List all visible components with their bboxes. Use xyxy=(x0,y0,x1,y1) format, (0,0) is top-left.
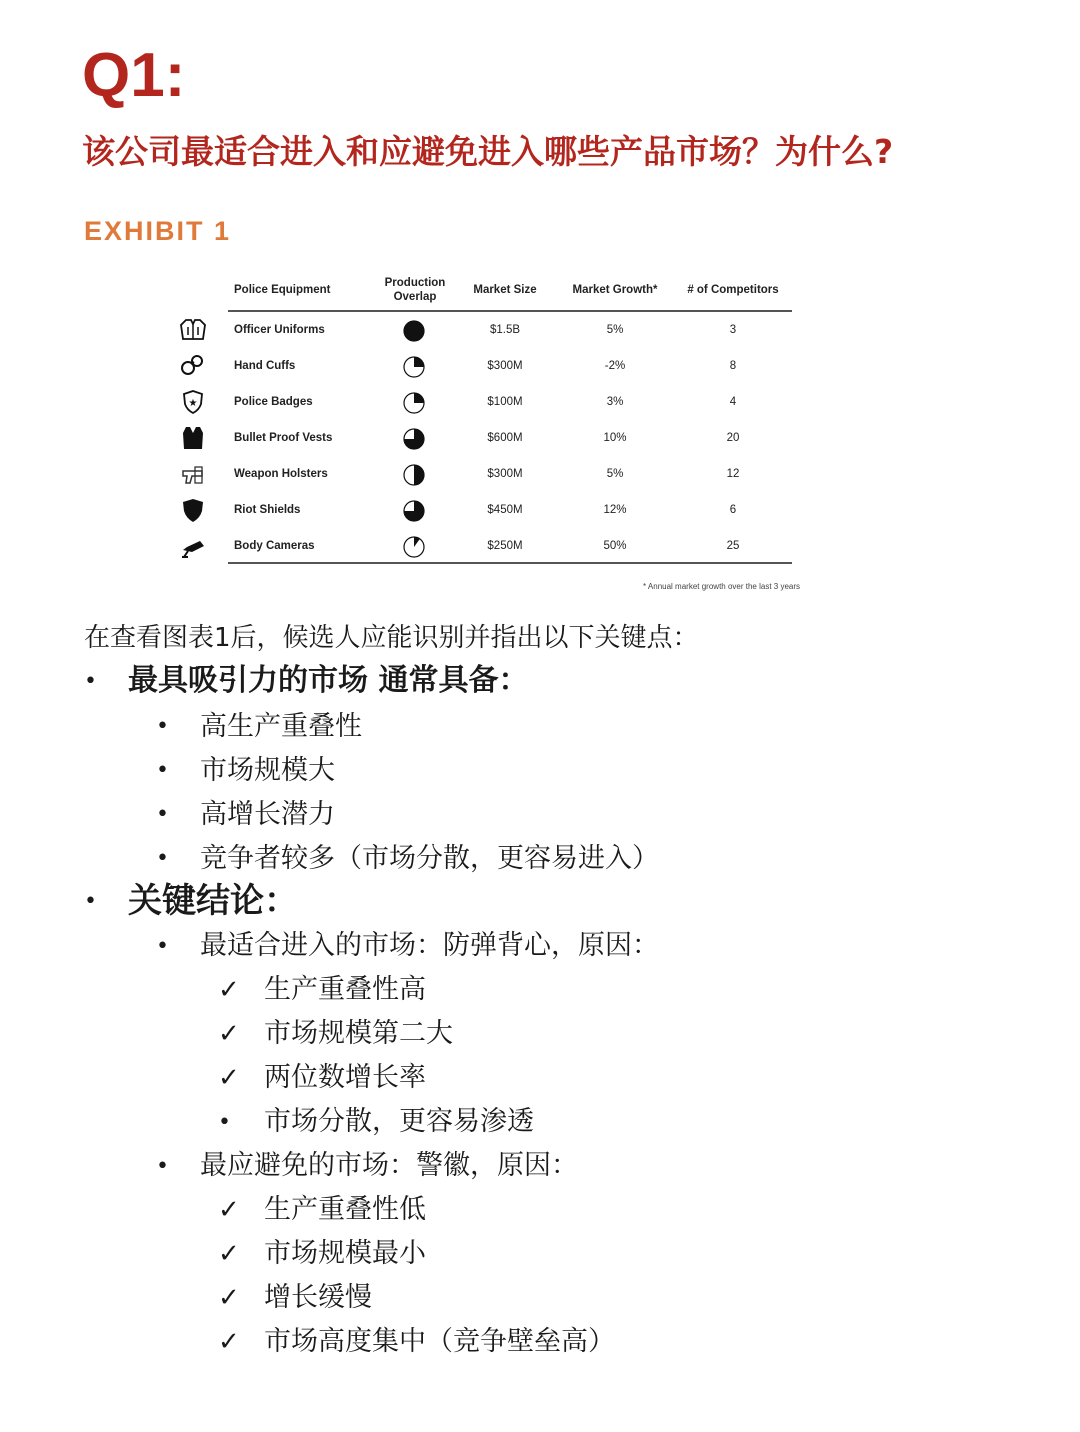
list-item: 竞争者较多（市场分散，更容易进入） xyxy=(200,843,659,874)
overlap-harvey-ball xyxy=(403,428,425,450)
camera-icon xyxy=(178,533,208,559)
list-item: 生产重叠性高 xyxy=(264,974,426,1005)
list-item: 高增长潜力 xyxy=(200,799,335,830)
bullet-dot: • xyxy=(156,714,169,739)
best-reason-bullet: 市场分散，更容易渗透 xyxy=(264,1106,534,1137)
table-row xyxy=(170,528,810,564)
market-growth: 10% xyxy=(603,432,627,444)
competitor-count: 8 xyxy=(729,360,737,372)
equipment-name: Hand Cuffs xyxy=(234,360,296,372)
header-equipment: Police Equipment xyxy=(234,284,331,296)
bullet-dot: • xyxy=(156,934,169,959)
table-footnote: * Annual market growth over the last 3 years xyxy=(643,582,800,591)
bullet-dot: • xyxy=(84,889,97,914)
question-text: 该公司最适合进入和应避免进入哪些产品市场？为什么? xyxy=(82,132,894,171)
list-item: 增长缓慢 xyxy=(264,1282,372,1313)
check-icon: ✓ xyxy=(218,1239,240,1269)
table-row xyxy=(170,492,810,528)
header-overlap: Production Overlap xyxy=(384,277,446,303)
market-growth: 12% xyxy=(603,504,627,516)
holster-icon xyxy=(178,461,208,487)
bullet-dot: • xyxy=(156,758,169,783)
table-row xyxy=(170,348,810,384)
list-item: 高生产重叠性 xyxy=(200,711,362,742)
equipment-name: Riot Shields xyxy=(234,504,301,516)
competitor-count: 6 xyxy=(729,504,737,516)
list-item: 生产重叠性低 xyxy=(264,1194,426,1225)
header-growth: Market Growth* xyxy=(572,284,658,296)
overlap-harvey-ball xyxy=(403,356,425,378)
market-size: $100M xyxy=(487,396,523,408)
best-market-line: 最适合进入的市场：防弹背心，原因： xyxy=(200,930,659,961)
bullet-dot: • xyxy=(218,1110,231,1135)
header-size: Market Size xyxy=(473,284,537,296)
bottom-rule xyxy=(228,562,792,564)
check-icon: ✓ xyxy=(218,1019,240,1049)
table-row xyxy=(170,312,810,348)
market-growth: 3% xyxy=(606,396,624,408)
header-competitors: # of Competitors xyxy=(687,284,779,296)
market-size: $600M xyxy=(487,432,523,444)
market-size: $300M xyxy=(487,360,523,372)
market-growth: 5% xyxy=(606,468,624,480)
market-growth: 5% xyxy=(606,324,624,336)
market-size: $300M xyxy=(487,468,523,480)
exhibit-table xyxy=(170,268,810,598)
competitor-count: 4 xyxy=(729,396,737,408)
market-size: $1.5B xyxy=(489,324,521,336)
equipment-name: Officer Uniforms xyxy=(234,324,325,336)
list-item: 市场规模第二大 xyxy=(264,1018,453,1049)
avoid-market-line: 最应避免的市场：警徽，原因： xyxy=(200,1150,578,1181)
intro-text: 在查看图表1后，候选人应能识别并指出以下关键点： xyxy=(84,623,699,653)
competitor-count: 12 xyxy=(726,468,740,480)
section1-title: 最具吸引力的市场 通常具备： xyxy=(128,663,529,698)
competitor-count: 3 xyxy=(729,324,737,336)
equipment-name: Body Cameras xyxy=(234,540,315,552)
section2-title: 关键结论： xyxy=(128,881,298,921)
market-size: $250M xyxy=(487,540,523,552)
check-icon: ✓ xyxy=(218,1195,240,1225)
badge-icon xyxy=(178,389,208,415)
uniform-icon xyxy=(178,317,208,343)
check-icon: ✓ xyxy=(218,1327,240,1357)
table-row xyxy=(170,456,810,492)
shield-icon xyxy=(178,497,208,523)
market-growth: 50% xyxy=(603,540,627,552)
table-row xyxy=(170,420,810,456)
check-icon: ✓ xyxy=(218,1283,240,1313)
list-item: 市场规模最小 xyxy=(264,1238,426,1269)
equipment-name: Bullet Proof Vests xyxy=(234,432,333,444)
list-item: 市场规模大 xyxy=(200,755,335,786)
market-size: $450M xyxy=(487,504,523,516)
overlap-harvey-ball xyxy=(403,392,425,414)
overlap-harvey-ball xyxy=(403,536,425,558)
bullet-dot: • xyxy=(156,1154,169,1179)
equipment-name: Police Badges xyxy=(234,396,313,408)
handcuffs-icon xyxy=(178,353,208,379)
svg-text:★: ★ xyxy=(188,398,198,409)
competitor-count: 20 xyxy=(726,432,740,444)
bullet-dot: • xyxy=(156,802,169,827)
overlap-harvey-ball xyxy=(403,464,425,486)
overlap-harvey-ball xyxy=(403,320,425,342)
vest-icon xyxy=(178,425,208,451)
equipment-name: Weapon Holsters xyxy=(234,468,328,480)
check-icon: ✓ xyxy=(218,975,240,1005)
competitor-count: 25 xyxy=(726,540,740,552)
bullet-dot: • xyxy=(156,846,169,871)
exhibit-label: EXHIBIT 1 xyxy=(84,216,232,246)
bullet-dot: • xyxy=(84,669,97,694)
question-number: Q1: xyxy=(82,41,186,110)
check-icon: ✓ xyxy=(218,1063,240,1093)
list-item: 市场高度集中（竞争壁垒高） xyxy=(264,1326,615,1357)
overlap-harvey-ball xyxy=(403,500,425,522)
market-growth: -2% xyxy=(604,360,626,372)
list-item: 两位数增长率 xyxy=(264,1062,426,1093)
table-row xyxy=(170,384,810,420)
